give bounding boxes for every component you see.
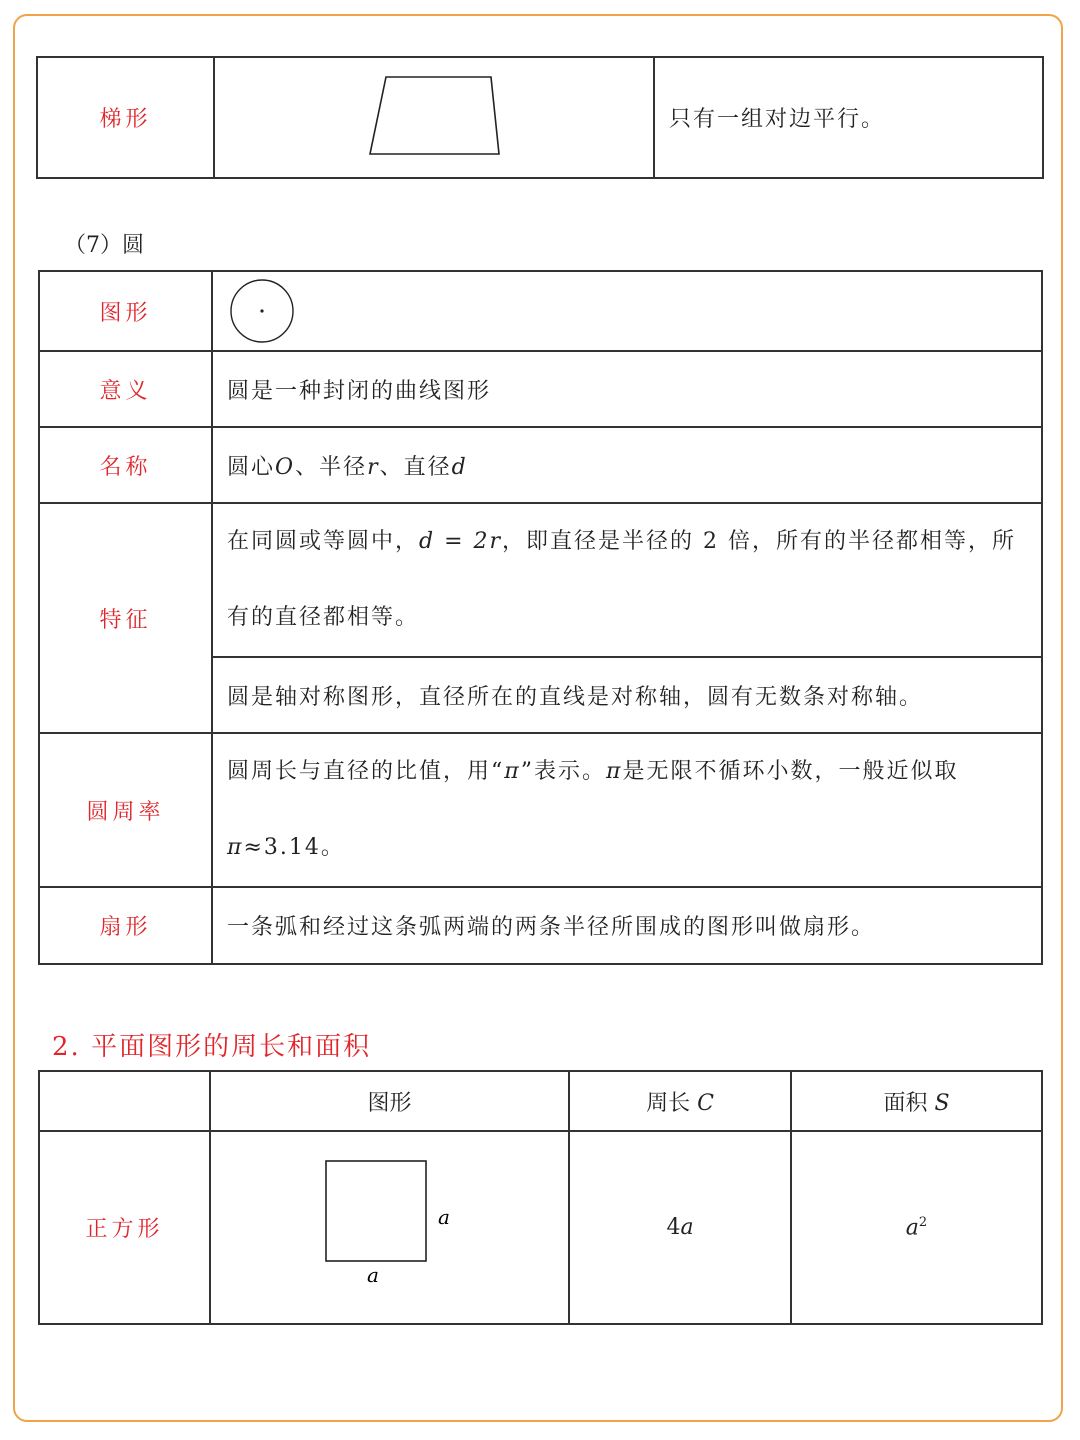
square-side-label-bottom: a [367, 1263, 379, 1287]
header-empty [39, 1071, 210, 1131]
circle-feature-2: 圆是轴对称图形，直径所在的直线是对称轴，圆有无数条对称轴。 [212, 657, 1042, 733]
circle-section-caption: （7）圆 [64, 233, 144, 258]
circle-feature-label: 特征 [39, 503, 212, 733]
square-side-label-right: a [438, 1205, 450, 1229]
square-label: 正方形 [39, 1131, 210, 1324]
circle-figure-cell [212, 271, 1042, 351]
table-row [39, 887, 1042, 964]
square-perimeter: 4a [569, 1131, 791, 1324]
table-row [39, 503, 1042, 657]
header-area: 面积 S [791, 1071, 1042, 1131]
section2-title: 2. 平面图形的周长和面积 [52, 1032, 372, 1062]
table-row [39, 351, 1042, 427]
table-row [39, 1071, 1042, 1131]
perimeter-area-table [38, 1070, 1043, 1325]
trapezoid-table [36, 56, 1044, 179]
table-row [39, 1131, 1042, 1324]
circle-meaning: 圆是一种封闭的曲线图形 [212, 351, 1042, 427]
table-row [39, 271, 1042, 351]
circle-shape-label: 图形 [39, 271, 212, 351]
trapezoid-figure [216, 59, 652, 172]
circle-feature-1: 在同圆或等圆中，d = 2r，即直径是半径的 2 倍，所有的半径都相等，所有的直径都相等。 [212, 503, 1042, 657]
trapezoid-figure-cell [214, 57, 654, 178]
circle-pi-text: 圆周长与直径的比值，用“π”表示。π是无限不循环小数，一般近似取 π≈3.14。 [212, 733, 1042, 887]
circle-figure [214, 273, 334, 345]
header-perimeter: 周长 C [569, 1071, 791, 1131]
circle-meaning-label: 意义 [39, 351, 212, 427]
table-row [39, 733, 1042, 887]
circle-table [38, 270, 1043, 965]
circle-names: 圆心O、半径r、直径d [212, 427, 1042, 503]
circle-sector: 一条弧和经过这条弧两端的两条半径所围成的图形叫做扇形。 [212, 887, 1042, 964]
circle-name-label: 名称 [39, 427, 212, 503]
circle-pi-label: 圆周率 [39, 733, 212, 887]
table-row [37, 57, 1043, 178]
square-figure-cell [210, 1131, 569, 1324]
table-row [39, 427, 1042, 503]
trapezoid-label: 梯形 [37, 57, 214, 178]
header-shape: 图形 [210, 1071, 569, 1131]
square-area: $a^2$ [791, 1131, 1042, 1324]
circle-sector-label: 扇形 [39, 887, 212, 964]
trapezoid-description: 只有一组对边平行。 [654, 57, 1043, 178]
square-figure [212, 1133, 567, 1318]
